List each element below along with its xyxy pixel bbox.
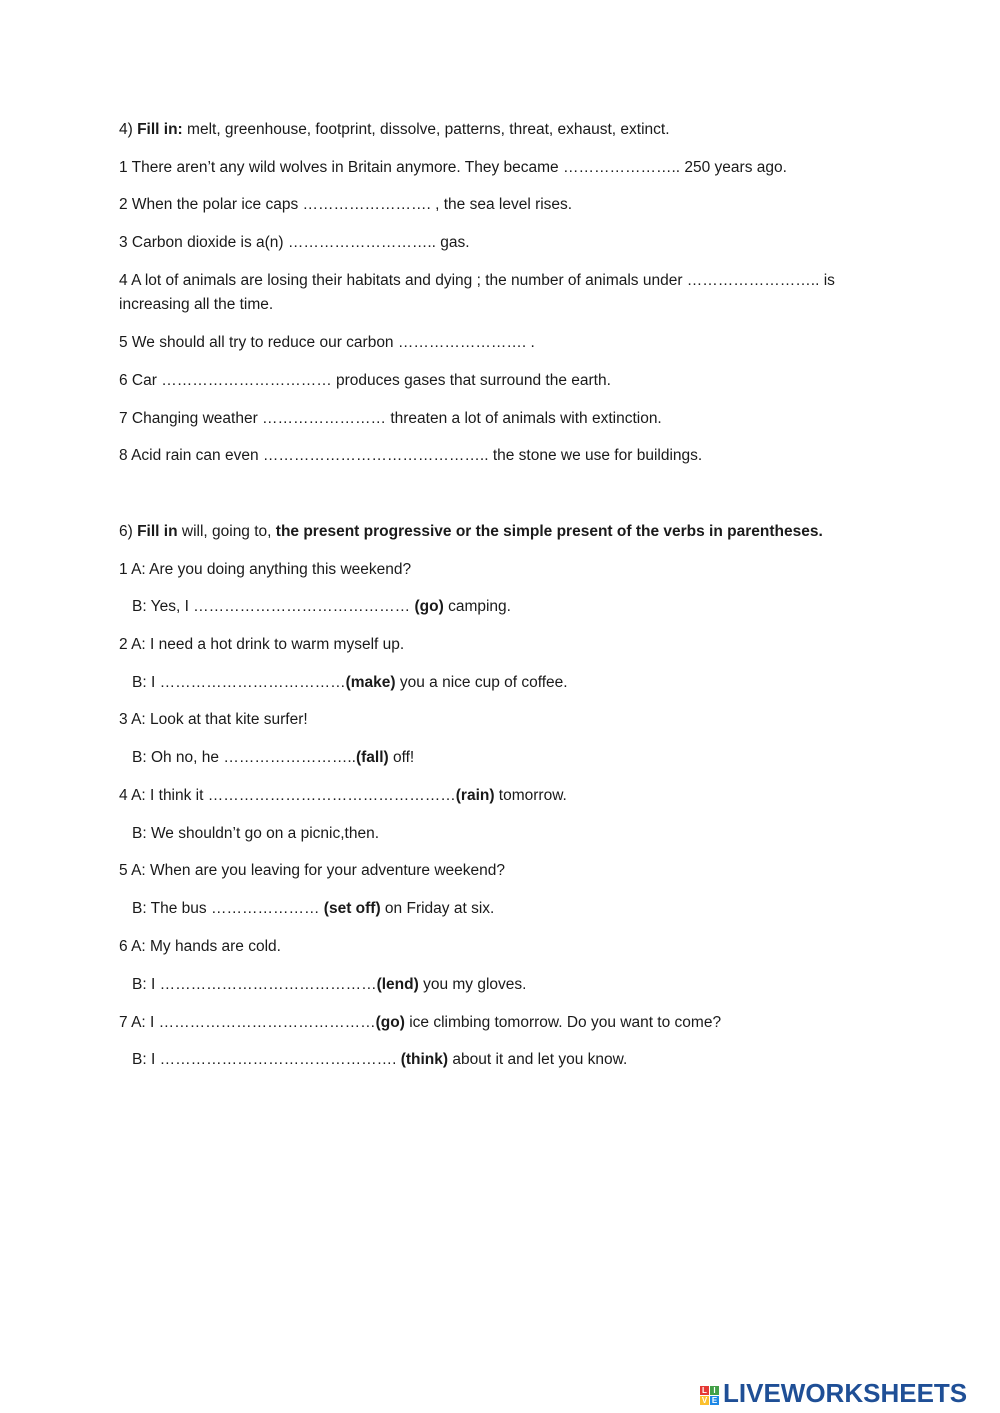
exercise-item-2: 2 When the polar ice caps ……………………. , the sea level rises. [119,196,573,213]
verb-prompt: (fall) [355,749,389,766]
dialogue-4-b: B: We shouldn’t go on a picnic,then. [132,825,380,842]
dialogue-2-a: 2 A: I need a hot drink to warm myself up. [119,636,405,653]
logo-mark-letter: V [701,1395,708,1405]
dialogue-7-a [119,1013,721,1033]
dialogue-5-a: 5 A: When are you leaving for your adventure weekend? [119,862,506,879]
answer-blank: B: Oh no, he …………………….. [132,749,356,766]
dialogue-4-a [119,786,567,806]
instruction-text: will, going to, [177,523,276,540]
word-bank: melt, greenhouse, footprint, dissolve, patterns, threat, exhaust, extinct. [182,121,670,138]
dialogue-6-a: 6 A: My hands are cold. [119,938,281,955]
logo-mark-icon [700,1386,719,1405]
answer-tail: ice climbing tomorrow. Do you want to come? [404,1014,722,1031]
logo-text: LIVEWORKSHEETS [723,1377,968,1408]
answer-tail: camping. [443,598,511,615]
dialogue-5-b [132,899,494,919]
answer-blank: 7 A: I …………………………………… [119,1014,376,1031]
answer-blank: B: I …………………………………… [132,976,377,993]
answer-tail: tomorrow. [494,787,567,804]
dialogue-3-b [132,748,414,768]
answer-tail: you my gloves. [418,976,527,993]
dialogue-1-a: 1 A: Are you doing anything this weekend? [119,561,412,578]
verb-prompt: (think) [400,1051,449,1068]
answer-tail: on Friday at six. [380,900,495,917]
answer-blank: B: I ………………………………………. [132,1051,401,1068]
verb-prompt: (set off) [323,900,381,917]
verb-prompt: (rain) [455,787,495,804]
answer-blank: B: Yes, I …………………………………… [132,598,415,615]
exercise-item-6: 6 Car …………………………… produces gases that surround the earth. [119,372,611,389]
instruction-label: Fill in: [137,121,183,138]
instruction-text-bold: the present progressive or the simple present of the verbs in parentheses. [275,523,823,540]
section-4-heading [119,120,670,140]
dialogue-2-b [132,673,568,693]
liveworksheets-logo [700,1377,967,1409]
answer-blank: B: I ……………………………… [132,674,346,691]
dialogue-7-b [132,1050,627,1070]
instruction-label: Fill in [137,523,178,540]
dialogue-3-a: 3 A: Look at that kite surfer! [119,711,308,728]
answer-tail: about it and let you know. [448,1051,628,1068]
exercise-item-5: 5 We should all try to reduce our carbon ……………………. . [119,334,535,351]
logo-mark-letter: L [700,1386,709,1395]
verb-prompt: (make) [345,674,396,691]
logo-mark-letter: I [710,1386,719,1395]
section-6-heading [119,522,823,542]
exercise-item-1: 1 There aren’t any wild wolves in Britain anymore. They became ………………….. 250 years ago. [119,159,787,176]
logo-mark-letter: E [711,1395,718,1405]
exercise-item-8: 8 Acid rain can even …………………………………….. the stone we use for buildings. [119,447,703,464]
verb-prompt: (lend) [376,976,419,993]
answer-tail: off! [388,749,415,766]
answer-blank: B: The bus ………………… [132,900,324,917]
verb-prompt: (go) [414,598,444,615]
section-number: 4) [119,121,138,138]
section-number: 6) [119,523,138,540]
dialogue-6-b [132,975,526,995]
exercise-item-4: 4 A lot of animals are losing their habitats and dying ; the number of animals under …………………….. is increasing all the time. [119,272,835,313]
answer-tail: you a nice cup of coffee. [395,674,568,691]
verb-prompt: (go) [375,1014,405,1031]
dialogue-1-b [132,597,511,617]
exercise-item-7: 7 Changing weather …………………… threaten a lot of animals with extinction. [119,410,662,427]
exercise-item-3: 3 Carbon dioxide is a(n) ……………………….. gas. [119,234,470,251]
answer-blank: 4 A: I think it ………………………………………… [119,787,456,804]
